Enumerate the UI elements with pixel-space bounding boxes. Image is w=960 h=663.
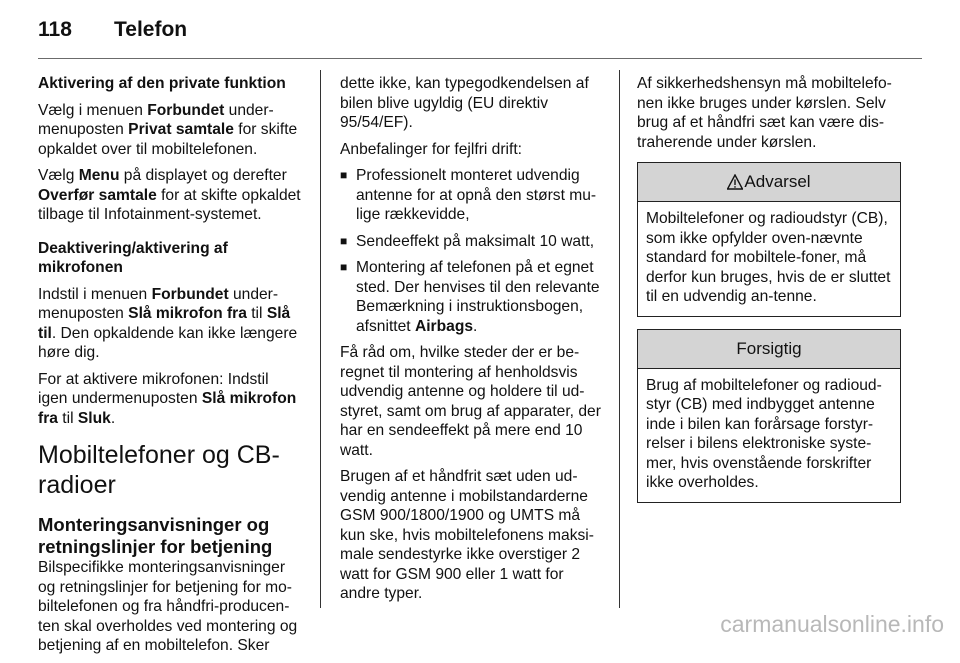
page-title: Telefon xyxy=(114,18,188,41)
page-number: 118 xyxy=(38,18,72,41)
text-run: til xyxy=(57,409,78,427)
list-item-text: Sendeeffekt på maksimalt 10 watt, xyxy=(356,232,595,250)
text-run: under-menuposten xyxy=(38,285,279,322)
text-run: til xyxy=(246,305,267,322)
header-divider xyxy=(38,58,922,59)
caution-body: Brug af mobiltelefoner og radioud-styr (CB) med indbygget antenne inde i bilen kan forårsage forstyr-relser i bilens elektroniske syste-mer, hvis ovenstående forskrifter ikke overholdes. xyxy=(646,376,882,491)
column-divider-1 xyxy=(320,70,321,608)
paragraph-private-2 xyxy=(38,166,302,225)
column-middle xyxy=(340,74,606,611)
bullet-square-icon: ■ xyxy=(340,233,348,248)
text-run: under-menuposten xyxy=(38,101,274,138)
menu-term: Slå mikrofon fra xyxy=(38,390,297,427)
text-run: Vælg xyxy=(38,167,79,184)
menu-term: Forbundet xyxy=(151,285,229,303)
watermark: carmanualsonline.info xyxy=(720,611,944,637)
section-heading-private: Aktivering af den private funktion xyxy=(38,75,286,92)
page-header xyxy=(38,18,922,48)
warning-title: Advarsel xyxy=(744,172,811,192)
paragraph-recommendations: Anbefalinger for fejlfri drift: xyxy=(340,140,523,158)
list-item xyxy=(340,258,606,336)
paragraph-safety: Af sikkerhedshensyn må mobiltelefo-nen ikke bruges under kørslen. Selv brug af et håndfri sæt kan være dis-traherende under kørslen. xyxy=(637,75,892,151)
menu-term: Slå til xyxy=(38,305,291,342)
menu-term: Forbundet xyxy=(147,101,225,119)
list-item-text: Montering af telefonen på et egnet sted. Der henvises til den relevante Bemærkning i instruktionsbogen, afsnittet xyxy=(356,259,600,335)
text-run: . xyxy=(473,317,478,335)
text-run: på displayet og derefter xyxy=(119,167,287,184)
cross-reference: Airbags xyxy=(414,317,474,335)
column-left xyxy=(38,74,302,663)
menu-term: Menu xyxy=(78,167,120,184)
menu-term: Privat samtale xyxy=(128,121,234,138)
menu-term: Overfør samtale xyxy=(38,186,157,204)
text-run: Vælg i menuen xyxy=(38,101,148,119)
warning-box xyxy=(637,162,901,317)
text-run: . Den opkaldende kan ikke længere høre dig. xyxy=(38,324,298,361)
paragraph-private-1 xyxy=(38,101,302,160)
column-right xyxy=(637,74,901,515)
paragraph-installation: Bilspecifikke monteringsanvisninger og retningslinjer for betjening for mo-biltelefonen og fra håndfri-producen-ten skal overholdes ved montering og betjening af en mobiltelefon. Sker xyxy=(38,559,298,654)
caution-title: Forsigtig xyxy=(736,338,802,358)
bullet-square-icon: ■ xyxy=(340,168,348,182)
section-heading-microphone: Deaktivering/aktivering af mikrofonen xyxy=(38,239,228,276)
warning-triangle-icon xyxy=(727,174,743,190)
caution-box xyxy=(637,329,901,503)
paragraph-advice: Få råd om, hvilke steder der er be-regnet til montering af henholdsvis udvendig antenne og holdere til ud-styret, samt om brug af apparater, der har en sendeeffekt på mere end 10 watt. xyxy=(340,344,601,459)
paragraph-continued: dette ikke, kan typegodkendelsen af bilen blive ugyldig (EU direktiv 95/54/EF). xyxy=(340,75,589,131)
bullet-square-icon: ■ xyxy=(340,260,348,274)
text-run: For at aktivere mikrofonen: Indstil igen undermenuposten xyxy=(38,370,269,407)
paragraph-microphone-2 xyxy=(38,370,302,429)
list-item-text: Professionelt monteret udvendig antenne for at opnå den størst mu-lige rækkevidde, xyxy=(356,167,597,223)
warning-header xyxy=(638,163,900,202)
warning-body: Mobiltelefoner og radioudstyr (CB), som ikke opfylder oven-nævnte standard for mobiltele-foner, må derfor kun bruges, hvis de er sluttet til en udvendig an-tenne. xyxy=(646,210,891,305)
list-item xyxy=(340,166,606,225)
recommendation-list xyxy=(340,166,606,336)
paragraph-microphone-1 xyxy=(38,285,302,363)
text-run: for skifte opkaldet over til mobiltelefonen. xyxy=(38,121,298,158)
menu-term: Slå mikrofon fra xyxy=(128,305,247,322)
caution-header xyxy=(638,330,900,369)
paragraph-handsfree: Brugen af et håndfrit sæt uden ud-vendig antenne i mobilstandarderne GSM 900/1800/1900 og UMTS må kun ske, hvis mobiltelefonens maksi-male sendestyrke ikke overstiger 2 watt for GSM 900 eller 1 watt for andre typer. xyxy=(340,468,594,602)
text-run: for at skifte opkaldet tilbage til Infotainment-systemet. xyxy=(38,186,301,223)
chapter-heading: Mobiltelefoner og CB-radioer xyxy=(38,441,280,499)
list-item xyxy=(340,232,606,252)
menu-term: Sluk xyxy=(77,409,111,427)
column-divider-2 xyxy=(619,70,620,608)
section-heading-installation: Monteringsanvisninger og retningslinjer for betjening xyxy=(38,514,273,557)
text-run: Indstil i menuen xyxy=(38,285,152,303)
text-run: . xyxy=(110,409,116,427)
